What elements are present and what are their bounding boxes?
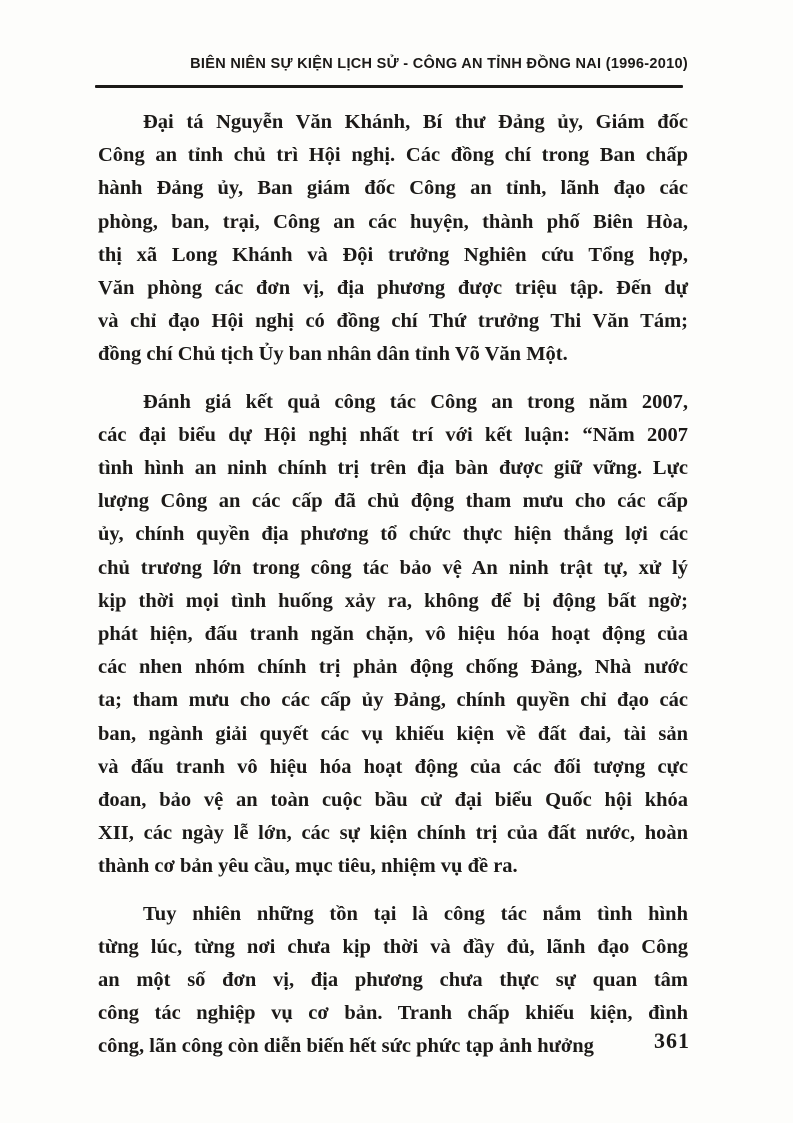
text-line: và đấu tranh vô hiệu hóa hoạt động của các đối tượng cực: [98, 755, 688, 778]
text-line: Đại tá Nguyễn Văn Khánh, Bí thư Đảng ủy, Giám đốc: [143, 111, 688, 133]
text-line: chủ trương lớn trong công tác bảo vệ An ninh trật tự, xử lý: [98, 556, 688, 579]
page-body: [98, 106, 688, 1064]
text-line: XII, các ngày lễ lớn, các sự kiện chính trị của đất nước, hoàn: [98, 822, 688, 845]
text-line: thành cơ bản yêu cầu, mục tiêu, nhiệm vụ đề ra.: [98, 855, 518, 878]
running-header-title: BIÊN NIÊN SỰ KIỆN LỊCH SỬ - CÔNG AN TỈNH ĐỒNG NAI (1996-2010): [190, 56, 688, 72]
text-line: đoan, bảo vệ an toàn cuộc bầu cử đại biểu Quốc hội khóa: [98, 789, 688, 812]
text-line: công, lãn công còn diễn biến hết sức phức tạp ảnh hưởng: [98, 1035, 594, 1058]
text-line: phát hiện, đấu tranh ngăn chặn, vô hiệu hóa hoạt động của: [98, 623, 688, 646]
text-line: và chỉ đạo Hội nghị có đồng chí Thứ trưởng Thi Văn Tám;: [98, 310, 688, 333]
text-line: ban, ngành giải quyết các vụ khiếu kiện về đất đai, tài sản: [98, 722, 688, 745]
text-line: an một số đơn vị, địa phương chưa thực sự quan tâm: [98, 969, 688, 992]
paragraph: [98, 386, 688, 884]
text-line: tình hình an ninh chính trị trên địa bàn được giữ vững. Lực: [98, 457, 688, 480]
page-number: 361: [654, 1028, 690, 1053]
text-line: Văn phòng các đơn vị, địa phương được triệu tập. Đến dự: [98, 277, 688, 300]
paragraph: [98, 898, 688, 1064]
text-line: hành Đảng ủy, Ban giám đốc Công an tỉnh, lãnh đạo các: [98, 177, 688, 200]
text-line: từng lúc, từng nơi chưa kịp thời và đầy đủ, lãnh đạo Công: [98, 935, 688, 958]
text-line: lượng Công an các cấp đã chủ động tham mưu cho các cấp: [98, 490, 688, 513]
text-line: đồng chí Chủ tịch Ủy ban nhân dân tỉnh Võ Văn Một.: [98, 343, 568, 366]
paragraph: [98, 106, 688, 372]
text-line: Công an tỉnh chủ trì Hội nghị. Các đồng chí trong Ban chấp: [98, 144, 688, 167]
text-line: công tác nghiệp vụ cơ bản. Tranh chấp khiếu kiện, đình: [98, 1002, 688, 1025]
text-line: thị xã Long Khánh và Đội trưởng Nghiên cứu Tổng hợp,: [98, 243, 688, 266]
text-line: Đánh giá kết quả công tác Công an trong năm 2007,: [143, 390, 688, 413]
text-line: ta; tham mưu cho các cấp ủy Đảng, chính quyền chỉ đạo các: [98, 689, 688, 712]
text-line: các đại biểu dự Hội nghị nhất trí với kết luận: “Năm 2007: [98, 423, 688, 446]
header-rule: [95, 85, 683, 88]
text-line: Tuy nhiên những tồn tại là công tác nắm tình hình: [143, 902, 688, 925]
text-line: ủy, chính quyền địa phương tổ chức thực hiện thắng lợi các: [98, 523, 688, 546]
text-line: kịp thời mọi tình huống xảy ra, không để bị động bất ngờ;: [98, 589, 688, 612]
text-line: các nhen nhóm chính trị phản động chống Đảng, Nhà nước: [98, 656, 688, 679]
text-line: phòng, ban, trại, Công an các huyện, thành phố Biên Hòa,: [98, 210, 688, 233]
